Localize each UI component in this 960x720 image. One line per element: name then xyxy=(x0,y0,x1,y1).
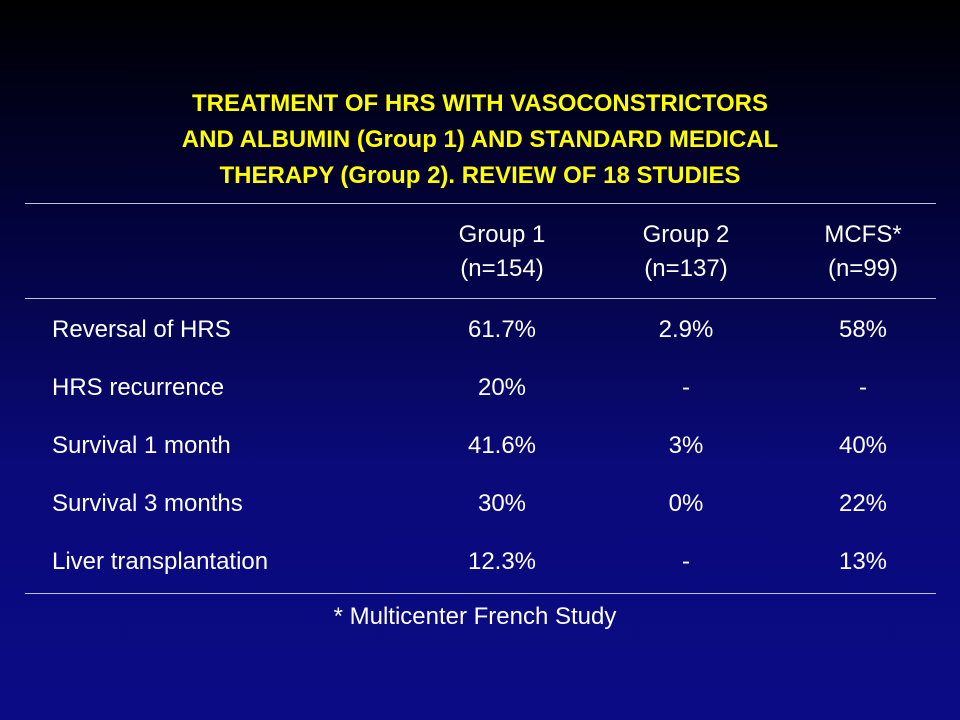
cell-group-1: 12.3% xyxy=(467,548,537,575)
cell-group-2: - xyxy=(682,548,690,575)
title-line-3: THERAPY (Group 2). REVIEW OF 18 STUDIES xyxy=(219,162,741,189)
top-divider xyxy=(25,203,936,204)
table-row-reversal xyxy=(0,310,960,350)
footnote: * Multicenter French Study xyxy=(333,603,617,630)
table-header xyxy=(0,218,960,290)
row-label: Survival 3 months xyxy=(52,490,243,517)
row-label: Liver transplantation xyxy=(52,548,269,575)
row-label: Survival 1 month xyxy=(52,432,231,459)
cell-group-2: 0% xyxy=(668,490,704,517)
table-row-survival-3-months xyxy=(0,484,960,524)
column-header-name: MCFS* xyxy=(824,221,902,248)
column-header-group-1 xyxy=(432,218,572,286)
cell-group-1: 30% xyxy=(477,490,527,517)
table-row-survival-1-month xyxy=(0,426,960,466)
cell-mcfs: - xyxy=(859,374,867,401)
title-line-2: AND ALBUMIN (Group 1) AND STANDARD MEDICAL xyxy=(181,126,779,153)
row-label: Reversal of HRS xyxy=(52,316,231,343)
cell-mcfs: 13% xyxy=(838,548,888,575)
cell-group-2: 2.9% xyxy=(658,316,714,343)
bottom-divider xyxy=(25,593,936,594)
slide-title xyxy=(0,86,960,194)
cell-group-1: 20% xyxy=(477,374,527,401)
cell-group-1: 61.7% xyxy=(467,316,537,343)
column-header-n: (n=99) xyxy=(827,255,899,282)
title-line-1: TREATMENT OF HRS WITH VASOCONSTRICTORS xyxy=(192,90,768,117)
column-header-mcfs xyxy=(793,218,933,286)
header-divider xyxy=(25,298,936,299)
cell-group-2: 3% xyxy=(668,432,704,459)
cell-group-2: - xyxy=(682,374,690,401)
cell-mcfs: 58% xyxy=(838,316,888,343)
cell-mcfs: 22% xyxy=(838,490,888,517)
table-row-recurrence xyxy=(0,368,960,408)
column-header-n: (n=137) xyxy=(644,255,728,282)
cell-group-1: 41.6% xyxy=(467,432,537,459)
cell-mcfs: 40% xyxy=(838,432,888,459)
column-header-n: (n=154) xyxy=(460,255,544,282)
column-header-name: Group 2 xyxy=(642,221,730,248)
column-header-name: Group 1 xyxy=(458,221,546,248)
column-header-group-2 xyxy=(616,218,756,286)
table-row-liver-transplantation xyxy=(0,542,960,582)
row-label: HRS recurrence xyxy=(52,374,225,401)
